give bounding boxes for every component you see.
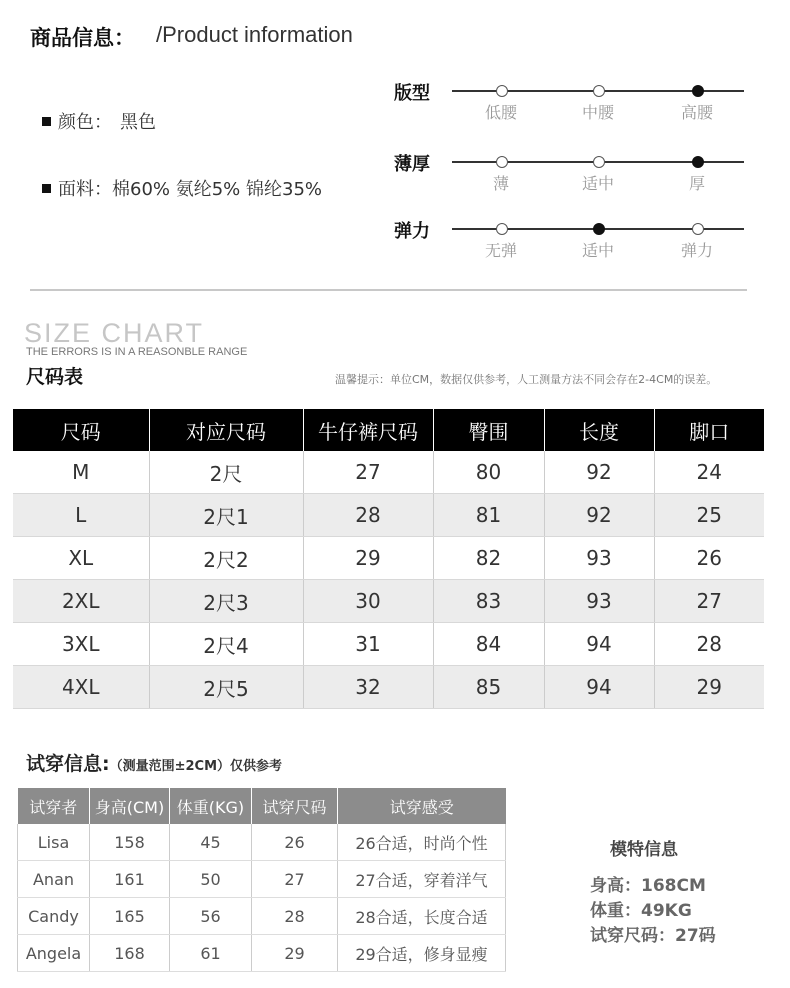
table-cell: Anan [18, 861, 90, 898]
scale-dot [593, 85, 605, 97]
table-cell: 93 [544, 537, 654, 580]
table-cell: M [13, 451, 149, 494]
table-cell: Candy [18, 898, 90, 935]
table-row [18, 824, 506, 861]
table-cell: 61 [170, 935, 252, 972]
table-cell: 50 [170, 861, 252, 898]
model-weight: 体重：49KG [590, 901, 692, 921]
table-row [13, 666, 764, 709]
table-cell: Angela [18, 935, 90, 972]
column-header: 脚口 [654, 409, 764, 451]
table-cell: 27 [303, 451, 433, 494]
scale-option: 适中 [581, 241, 614, 260]
table-cell: 28合适，长度合适 [338, 898, 506, 935]
scale-dot [496, 85, 508, 97]
try-on-table [17, 788, 506, 972]
table-cell: 28 [303, 494, 433, 537]
table-cell: 2尺 [149, 451, 303, 494]
table-cell: 27 [654, 580, 764, 623]
table-header-row [13, 409, 764, 451]
attribute-fabric [42, 175, 322, 201]
table-cell: 94 [544, 666, 654, 709]
table-row [18, 935, 506, 972]
table-cell: 28 [252, 898, 338, 935]
column-header: 试穿者 [18, 788, 90, 824]
table-cell: 27合适，穿着洋气 [338, 861, 506, 898]
table-cell: 25 [654, 494, 764, 537]
scale-dot [692, 85, 704, 97]
scale-dot [593, 156, 605, 168]
table-row [13, 451, 764, 494]
table-cell: 56 [170, 898, 252, 935]
table-row [18, 898, 506, 935]
table-cell: 2尺5 [149, 666, 303, 709]
column-header: 体重(KG) [170, 788, 252, 824]
scale-dot [496, 223, 508, 235]
size-chart-subtitle: THE ERRORS IS IN A REASONBLE RANGE [26, 346, 248, 358]
scale-option: 无弹 [484, 241, 517, 260]
table-cell: 93 [544, 580, 654, 623]
table-cell: 29 [252, 935, 338, 972]
try-on-title-text: 试穿信息: [26, 753, 110, 775]
bullet-square-icon [42, 117, 51, 126]
table-cell: 29 [654, 666, 764, 709]
attribute-value: 棉60% 氨纶5% 锦纶35% [112, 179, 323, 200]
column-header: 尺码 [13, 409, 149, 451]
scale-dot [593, 223, 605, 235]
size-chart-tip: 温馨提示：单位CM，数据仅供参考，人工测量方法不同会存在2-4CM的误差。 [335, 373, 718, 386]
column-header: 身高(CM) [90, 788, 170, 824]
table-cell: 32 [303, 666, 433, 709]
table-cell: 94 [544, 623, 654, 666]
table-cell: 28 [654, 623, 764, 666]
table-row [18, 861, 506, 898]
table-cell: 31 [303, 623, 433, 666]
table-cell: 30 [303, 580, 433, 623]
try-on-title [26, 749, 282, 776]
attribute-label: 面料： [58, 179, 112, 200]
table-cell: 168 [90, 935, 170, 972]
model-size: 试穿尺码：27码 [590, 926, 716, 946]
table-header-row [18, 788, 506, 824]
table-cell: 4XL [13, 666, 149, 709]
scale-thickness [394, 150, 754, 200]
table-cell: 2XL [13, 580, 149, 623]
scale-dot [692, 156, 704, 168]
attribute-label: 颜色： [58, 112, 112, 133]
table-cell: 26 [654, 537, 764, 580]
column-header: 对应尺码 [149, 409, 303, 451]
table-cell: 2尺2 [149, 537, 303, 580]
table-cell: 2尺1 [149, 494, 303, 537]
column-header: 试穿感受 [338, 788, 506, 824]
size-table [13, 409, 764, 709]
attribute-value: 黑色 [120, 112, 156, 133]
table-cell: 85 [433, 666, 544, 709]
try-on-subtitle: （测量范围±2CM）仅供参考 [109, 759, 283, 774]
scale-label: 版型 [394, 83, 430, 104]
scale-option: 低腰 [484, 103, 517, 122]
scale-option: 厚 [688, 174, 705, 193]
size-chart-heading-en: SIZE CHART [24, 318, 205, 348]
table-cell: 92 [544, 494, 654, 537]
table-cell: L [13, 494, 149, 537]
scale-dot [496, 156, 508, 168]
table-cell: 83 [433, 580, 544, 623]
table-cell: 3XL [13, 623, 149, 666]
scale-option: 中腰 [581, 103, 614, 122]
table-row [13, 537, 764, 580]
table-cell: 29合适，修身显瘦 [338, 935, 506, 972]
table-cell: 29 [303, 537, 433, 580]
table-cell: 92 [544, 451, 654, 494]
model-height: 身高：168CM [590, 876, 706, 896]
table-cell: 81 [433, 494, 544, 537]
table-cell: Lisa [18, 824, 90, 861]
table-cell: 84 [433, 623, 544, 666]
section-divider [30, 289, 747, 291]
scale-dot [692, 223, 704, 235]
attribute-color [42, 108, 156, 134]
table-cell: 158 [90, 824, 170, 861]
table-cell: 26 [252, 824, 338, 861]
table-cell: 27 [252, 861, 338, 898]
table-row [13, 580, 764, 623]
table-cell: XL [13, 537, 149, 580]
table-cell: 2尺4 [149, 623, 303, 666]
table-cell: 45 [170, 824, 252, 861]
scale-label: 薄厚 [394, 154, 430, 175]
table-cell: 80 [433, 451, 544, 494]
column-header: 牛仔裤尺码 [303, 409, 433, 451]
scale-fit [394, 79, 754, 129]
table-row [13, 623, 764, 666]
bullet-square-icon [42, 184, 51, 193]
table-cell: 161 [90, 861, 170, 898]
column-header: 试穿尺码 [252, 788, 338, 824]
size-chart-heading-cn: 尺码表 [26, 366, 84, 388]
table-cell: 82 [433, 537, 544, 580]
scale-option: 高腰 [680, 103, 713, 122]
scale-option: 薄 [492, 174, 509, 193]
table-cell: 165 [90, 898, 170, 935]
scale-option: 适中 [581, 174, 614, 193]
table-row [13, 494, 764, 537]
table-cell: 2尺3 [149, 580, 303, 623]
scale-option: 弹力 [680, 241, 713, 260]
table-cell: 24 [654, 451, 764, 494]
model-info-title: 模特信息 [610, 840, 678, 860]
section-title-cn: 商品信息： [30, 26, 135, 50]
column-header: 长度 [544, 409, 654, 451]
scale-label: 弹力 [394, 221, 430, 242]
column-header: 臀围 [433, 409, 544, 451]
section-title-en: /Product information [156, 22, 353, 47]
table-cell: 26合适，时尚个性 [338, 824, 506, 861]
scale-elasticity [394, 217, 754, 267]
